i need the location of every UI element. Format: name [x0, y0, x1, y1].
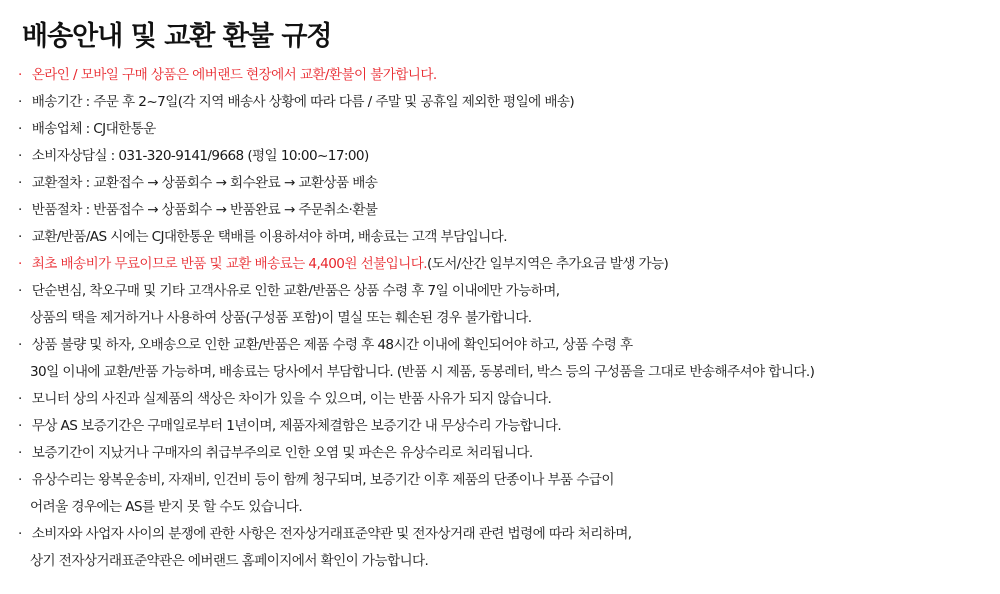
policy-line — [18, 89, 993, 116]
policy-text: 배송업체 : CJ대한통운 — [28, 121, 156, 137]
policy-line — [18, 440, 993, 467]
policy-text: 어려울 경우에는 AS를 받지 못 할 수도 있습니다. — [30, 499, 303, 515]
policy-line-continuation — [18, 548, 993, 575]
bullet-dot: · — [18, 445, 22, 461]
policy-text: 소비자상담실 : 031-320-9141/9668 (평일 10:00~17:00) — [28, 148, 369, 164]
policy-text: 상품 불량 및 하자, 오배송으로 인한 교환/반품은 제품 수령 후 48시간 이내에 확인되어야 하고, 상품 수령 후 — [28, 337, 633, 353]
bullet-dot: · — [18, 229, 22, 245]
bullet-dot: · — [18, 391, 22, 407]
policy-line — [18, 197, 993, 224]
bullet-dot: · — [18, 67, 22, 83]
bullet-dot: · — [18, 472, 22, 488]
policy-line — [18, 278, 993, 305]
policy-line — [18, 170, 993, 197]
policy-text: 상품의 택을 제거하거나 사용하여 상품(구성품 포함)이 멸실 또는 훼손된 경우 불가합니다. — [30, 310, 532, 326]
policy-text: 모니터 상의 사진과 실제품의 색상은 차이가 있을 수 있으며, 이는 반품 사유가 되지 않습니다. — [28, 391, 552, 407]
bullet-dot: · — [18, 94, 22, 110]
bullet-dot: · — [18, 121, 22, 137]
bullet-dot: · — [18, 526, 22, 542]
bullet-dot: · — [18, 283, 22, 299]
policy-text: 배송기간 : 주문 후 2~7일(각 지역 배송사 상황에 따라 다름 / 주말 및 공휴일 제외한 평일에 배송) — [28, 94, 575, 110]
policy-text: 상기 전자상거래표준약관은 에버랜드 홈페이지에서 확인이 가능합니다. — [30, 553, 429, 569]
policy-line — [18, 224, 993, 251]
policy-line — [18, 521, 993, 548]
policy-text: 최초 배송비가 무료이므로 반품 및 교환 배송료는 4,400원 선불입니다. — [28, 256, 427, 272]
policy-line — [18, 467, 993, 494]
policy-line — [18, 386, 993, 413]
policy-list — [18, 62, 993, 575]
page-title: 배송안내 및 교환 환불 규정 — [22, 21, 332, 52]
policy-line-continuation — [18, 494, 993, 521]
policy-text: 단순변심, 착오구매 및 기타 고객사유로 인한 교환/반품은 상품 수령 후 7일 이내에만 가능하며, — [28, 283, 560, 299]
policy-line — [18, 332, 993, 359]
policy-line — [18, 143, 993, 170]
bullet-dot: · — [18, 337, 22, 353]
policy-line — [18, 116, 993, 143]
bullet-dot: · — [18, 148, 22, 164]
bullet-dot: · — [18, 256, 22, 272]
bullet-dot: · — [18, 418, 22, 434]
policy-line-continuation — [18, 305, 993, 332]
policy-line — [18, 413, 993, 440]
policy-text: 보증기간이 지났거나 구매자의 취급부주의로 인한 오염 및 파손은 유상수리로 처리됩니다. — [28, 445, 533, 461]
policy-text: 소비자와 사업자 사이의 분쟁에 관한 사항은 전자상거래표준약관 및 전자상거래 관련 법령에 따라 처리하며, — [28, 526, 632, 542]
policy-text: 30일 이내에 교환/반품 가능하며, 배송료는 당사에서 부담합니다. (반품 시 제품, 동봉레터, 박스 등의 구성품을 그대로 반송해주셔야 합니다.) — [30, 364, 815, 380]
policy-text: 온라인 / 모바일 구매 상품은 에버랜드 현장에서 교환/환불이 불가합니다. — [28, 67, 437, 83]
policy-line-continuation — [18, 359, 993, 386]
bullet-dot: · — [18, 202, 22, 218]
policy-text: 반품절차 : 반품접수 → 상품회수 → 반품완료 → 주문취소·환불 — [28, 202, 378, 218]
policy-text: 교환절차 : 교환접수 → 상품회수 → 회수완료 → 교환상품 배송 — [28, 175, 378, 191]
policy-text: 유상수리는 왕복운송비, 자재비, 인건비 등이 함께 청구되며, 보증기간 이후 제품의 단종이나 부품 수급이 — [28, 472, 614, 488]
policy-line — [18, 251, 993, 278]
policy-suffix: (도서/산간 일부지역은 추가요금 발생 가능) — [426, 256, 669, 272]
bullet-dot: · — [18, 175, 22, 191]
policy-text: 교환/반품/AS 시에는 CJ대한통운 택배를 이용하셔야 하며, 배송료는 고객 부담입니다. — [28, 229, 507, 245]
policy-line — [18, 62, 993, 89]
policy-text: 무상 AS 보증기간은 구매일로부터 1년이며, 제품자체결함은 보증기간 내 무상수리 가능합니다. — [28, 418, 562, 434]
